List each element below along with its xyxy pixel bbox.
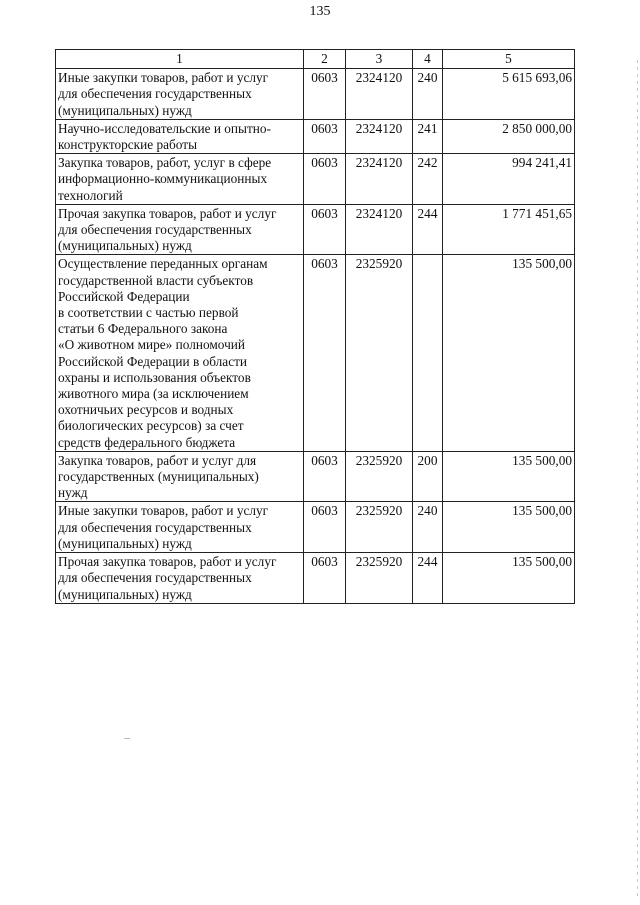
budget-table bbox=[55, 49, 575, 604]
target-article-code: 2324120 bbox=[346, 204, 413, 255]
scan-page-edge bbox=[637, 60, 638, 900]
target-article-code: 2325920 bbox=[346, 451, 413, 502]
section-code: 0603 bbox=[304, 451, 346, 502]
table-row bbox=[56, 204, 575, 255]
expense-type-code: 241 bbox=[413, 119, 443, 153]
expense-name: Закупка товаров, работ, услуг в сфере информационно-коммуникационных технологий bbox=[56, 154, 304, 205]
table-header-row bbox=[56, 50, 575, 69]
table-row bbox=[56, 119, 575, 153]
expense-type-code: 244 bbox=[413, 204, 443, 255]
section-code: 0603 bbox=[304, 553, 346, 604]
table-row bbox=[56, 502, 575, 553]
column-header: 2 bbox=[304, 50, 346, 69]
amount: 2 850 000,00 bbox=[443, 119, 575, 153]
amount: 994 241,41 bbox=[443, 154, 575, 205]
expense-name: Осуществление переданных органам государственной власти субъектов Российской Федерации в соответствии с частью первой статьи 6 Федерального закона «О животном мире» полномочий Российской Федерации в области охраны и использования объектов животного мира (за исключением охотничьих ресурсов и водных биологических ресурсов) за счет средств федерального бюджета bbox=[56, 255, 304, 451]
expense-type-code: 240 bbox=[413, 69, 443, 120]
amount: 135 500,00 bbox=[443, 553, 575, 604]
target-article-code: 2325920 bbox=[346, 553, 413, 604]
expense-type-code: 242 bbox=[413, 154, 443, 205]
expense-name: Научно-исследовательские и опытно- конструкторские работы bbox=[56, 119, 304, 153]
column-header: 5 bbox=[443, 50, 575, 69]
column-header: 3 bbox=[346, 50, 413, 69]
expense-type-code: 200 bbox=[413, 451, 443, 502]
expense-name: Иные закупки товаров, работ и услуг для обеспечения государственных (муниципальных) нужд bbox=[56, 69, 304, 120]
expense-type-code: 244 bbox=[413, 553, 443, 604]
target-article-code: 2324120 bbox=[346, 154, 413, 205]
amount: 5 615 693,06 bbox=[443, 69, 575, 120]
table-row bbox=[56, 451, 575, 502]
section-code: 0603 bbox=[304, 119, 346, 153]
amount: 135 500,00 bbox=[443, 255, 575, 451]
expense-name: Прочая закупка товаров, работ и услуг для обеспечения государственных (муниципальных) нужд bbox=[56, 553, 304, 604]
scan-speck bbox=[124, 738, 130, 739]
expense-name: Закупка товаров, работ и услуг для государственных (муниципальных) нужд bbox=[56, 451, 304, 502]
expense-name: Прочая закупка товаров, работ и услуг для обеспечения государственных (муниципальных) нужд bbox=[56, 204, 304, 255]
target-article-code: 2324120 bbox=[346, 69, 413, 120]
table-row bbox=[56, 255, 575, 451]
expense-name: Иные закупки товаров, работ и услуг для обеспечения государственных (муниципальных) нужд bbox=[56, 502, 304, 553]
expense-type-code: 240 bbox=[413, 502, 443, 553]
table-row bbox=[56, 69, 575, 120]
section-code: 0603 bbox=[304, 204, 346, 255]
table-row bbox=[56, 154, 575, 205]
amount: 135 500,00 bbox=[443, 451, 575, 502]
target-article-code: 2325920 bbox=[346, 255, 413, 451]
table-row bbox=[56, 553, 575, 604]
expense-type-code bbox=[413, 255, 443, 451]
page-number: 135 bbox=[309, 4, 331, 19]
section-code: 0603 bbox=[304, 154, 346, 205]
section-code: 0603 bbox=[304, 69, 346, 120]
column-header: 4 bbox=[413, 50, 443, 69]
column-header: 1 bbox=[56, 50, 304, 69]
amount: 135 500,00 bbox=[443, 502, 575, 553]
target-article-code: 2325920 bbox=[346, 502, 413, 553]
amount: 1 771 451,65 bbox=[443, 204, 575, 255]
target-article-code: 2324120 bbox=[346, 119, 413, 153]
section-code: 0603 bbox=[304, 502, 346, 553]
section-code: 0603 bbox=[304, 255, 346, 451]
